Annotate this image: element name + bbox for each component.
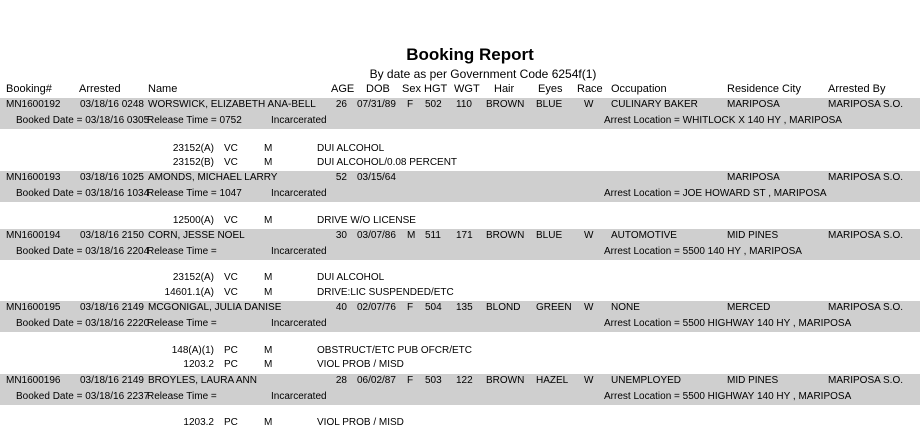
cell-wgt: 135 (456, 302, 473, 313)
release-time: Release Time = 0752 (147, 115, 242, 126)
charge-description: DUI ALCOHOL (317, 272, 385, 283)
cell-residence: MID PINES (727, 375, 779, 386)
charge-code: 12500(A) (172, 215, 214, 226)
charge-code: 148(A)(1) (171, 345, 214, 356)
cell-hgt: 511 (425, 230, 441, 241)
charge-type: VC (224, 287, 238, 298)
cell-dob: 03/15/64 (357, 172, 396, 183)
custody-status: Incarcerated (271, 188, 327, 199)
cell-dob: 02/07/76 (357, 302, 396, 313)
cell-arrested: 03/18/16 0248 (80, 99, 144, 110)
cell-race: W (584, 375, 594, 386)
col-arrested-by: Arrested By (828, 83, 886, 95)
cell-residence: MERCED (727, 302, 771, 313)
col-name: Name (148, 83, 178, 95)
col-sex: Sex (402, 83, 421, 95)
cell-occupation: NONE (611, 302, 640, 313)
charge-code: 1203.2 (183, 417, 214, 428)
cell-eyes: GREEN (536, 302, 572, 313)
cell-eyes: HAZEL (536, 375, 569, 386)
booked-date: Booked Date = 03/18/16 2204 (16, 246, 150, 257)
charge-description: DUI ALCOHOL (317, 143, 385, 154)
charge-type: VC (224, 143, 238, 154)
cell-sex: F (407, 302, 414, 313)
cell-arrested: 03/18/16 2149 (80, 302, 144, 313)
release-time: Release Time = 1047 (147, 188, 242, 199)
col-race: Race (577, 83, 603, 95)
cell-race: W (584, 99, 594, 110)
cell-wgt: 122 (456, 375, 473, 386)
cell-name: WORSWICK, ELIZABETH ANA-BELL (148, 99, 316, 110)
charge-description: VIOL PROB / MISD (317, 359, 404, 370)
record-main-row (0, 301, 920, 316)
record-detail-row (0, 389, 920, 405)
cell-booking: MN1600196 (6, 375, 61, 386)
arrest-location: Arrest Location = WHITLOCK X 140 HY , MARIPOSA (604, 115, 842, 126)
cell-hair: BROWN (486, 230, 525, 241)
cell-occupation: UNEMPLOYED (611, 375, 682, 386)
custody-status: Incarcerated (271, 246, 327, 257)
charge-type: PC (224, 359, 238, 370)
cell-wgt: 171 (456, 230, 473, 241)
record-detail-row (0, 244, 920, 260)
charge-code: 23152(A) (172, 143, 214, 154)
record-main-row (0, 229, 920, 244)
col-eyes: Eyes (538, 83, 563, 95)
record-main-row (0, 171, 920, 186)
cell-dob: 07/31/89 (357, 99, 396, 110)
record-detail-row (0, 113, 920, 129)
cell-hair: BROWN (486, 375, 525, 386)
arrest-location: Arrest Location = JOE HOWARD ST , MARIPOSA (604, 188, 827, 199)
charge-code: 14601.1(A) (164, 287, 214, 298)
record-main-row (0, 374, 920, 389)
cell-booking: MN1600195 (6, 302, 61, 313)
charge-type: VC (224, 215, 238, 226)
arrest-location: Arrest Location = 5500 140 HY , MARIPOSA (604, 246, 802, 257)
cell-arrested-by: MARIPOSA S.O. (828, 230, 904, 241)
cell-eyes: BLUE (536, 230, 563, 241)
charge-level: M (264, 359, 273, 370)
release-time: Release Time = (147, 246, 217, 257)
col-residence-city: Residence City (727, 83, 801, 95)
col-occupation: Occupation (611, 83, 667, 95)
cell-arrested-by: MARIPOSA S.O. (828, 172, 904, 183)
charge-type: VC (224, 157, 238, 168)
cell-dob: 06/02/87 (357, 375, 396, 386)
col-arrested: Arrested (79, 83, 121, 95)
col-hair: Hair (494, 83, 515, 95)
cell-hgt: 502 (425, 99, 442, 110)
col-hgt: HGT (424, 83, 448, 95)
report-subtitle: By date as per Government Code 6254f(1) (369, 67, 597, 81)
cell-residence: MID PINES (727, 230, 779, 241)
cell-arrested: 03/18/16 2149 (80, 375, 144, 386)
charge-type: VC (224, 272, 238, 283)
arrest-location: Arrest Location = 5500 HIGHWAY 140 HY , MARIPOSA (604, 391, 852, 402)
col-dob: DOB (366, 83, 390, 95)
cell-arrested-by: MARIPOSA S.O. (828, 99, 904, 110)
cell-dob: 03/07/86 (357, 230, 396, 241)
cell-age: 28 (335, 375, 347, 386)
charge-level: M (264, 287, 273, 298)
cell-arrested: 03/18/16 2150 (80, 230, 144, 241)
cell-name: CORN, JESSE NOEL (148, 230, 245, 241)
charge-description: DUI ALCOHOL/0.08 PERCENT (317, 157, 458, 168)
booked-date: Booked Date = 03/18/16 0305 (16, 115, 150, 126)
release-time: Release Time = (147, 318, 217, 329)
cell-hgt: 503 (425, 375, 442, 386)
charge-level: M (264, 345, 273, 356)
cell-residence: MARIPOSA (727, 172, 780, 183)
charge-description: VIOL PROB / MISD (317, 417, 404, 428)
cell-booking: MN1600193 (6, 172, 61, 183)
cell-age: 52 (335, 172, 347, 183)
cell-occupation: CULINARY BAKER (611, 99, 698, 110)
record-main-row (0, 98, 920, 113)
cell-occupation: AUTOMOTIVE (611, 230, 677, 241)
charge-type: PC (224, 417, 238, 428)
cell-age: 40 (335, 302, 347, 313)
cell-hair: BROWN (486, 99, 525, 110)
cell-name: AMONDS, MICHAEL LARRY (148, 172, 278, 183)
charge-description: OBSTRUCT/ETC PUB OFCR/ETC (317, 345, 473, 356)
report-title: Booking Report (406, 45, 534, 64)
cell-hgt: 504 (425, 302, 442, 313)
cell-arrested-by: MARIPOSA S.O. (828, 375, 904, 386)
cell-eyes: BLUE (536, 99, 563, 110)
record-detail-row (0, 186, 920, 202)
charge-code: 1203.2 (183, 359, 214, 370)
charge-level: M (264, 157, 273, 168)
charge-description: DRIVE:LIC SUSPENDED/ETC (317, 287, 454, 298)
cell-name: BROYLES, LAURA ANN (148, 375, 257, 386)
charge-level: M (264, 272, 273, 283)
cell-arrested-by: MARIPOSA S.O. (828, 302, 904, 313)
charge-code: 23152(A) (172, 272, 214, 283)
cell-wgt: 110 (456, 99, 472, 110)
charge-code: 23152(B) (172, 157, 214, 168)
arrest-location: Arrest Location = 5500 HIGHWAY 140 HY , MARIPOSA (604, 318, 852, 329)
cell-residence: MARIPOSA (727, 99, 780, 110)
col-wgt: WGT (454, 83, 480, 95)
charge-level: M (264, 215, 273, 226)
cell-hair: BLOND (486, 302, 521, 313)
cell-sex: F (407, 375, 414, 386)
charge-level: M (264, 417, 273, 428)
booked-date: Booked Date = 03/18/16 2237 (16, 391, 150, 402)
cell-race: W (584, 230, 594, 241)
col-age: AGE (331, 83, 355, 95)
booked-date: Booked Date = 03/18/16 2220 (16, 318, 150, 329)
charge-type: PC (224, 345, 238, 356)
cell-age: 30 (335, 230, 347, 241)
col-booking: Booking# (6, 83, 52, 95)
cell-sex: M (407, 230, 416, 241)
charge-description: DRIVE W/O LICENSE (317, 215, 416, 226)
cell-age: 26 (335, 99, 347, 110)
cell-booking: MN1600192 (6, 99, 61, 110)
cell-sex: F (407, 99, 414, 110)
record-detail-row (0, 316, 920, 332)
custody-status: Incarcerated (271, 318, 327, 329)
booked-date: Booked Date = 03/18/16 1034 (16, 188, 150, 199)
release-time: Release Time = (147, 391, 217, 402)
custody-status: Incarcerated (271, 391, 327, 402)
cell-booking: MN1600194 (6, 230, 61, 241)
cell-name: MCGONIGAL, JULIA DANISE (148, 302, 282, 313)
custody-status: Incarcerated (271, 115, 327, 126)
charge-level: M (264, 143, 273, 154)
cell-race: W (584, 302, 594, 313)
cell-arrested: 03/18/16 1025 (80, 172, 144, 183)
